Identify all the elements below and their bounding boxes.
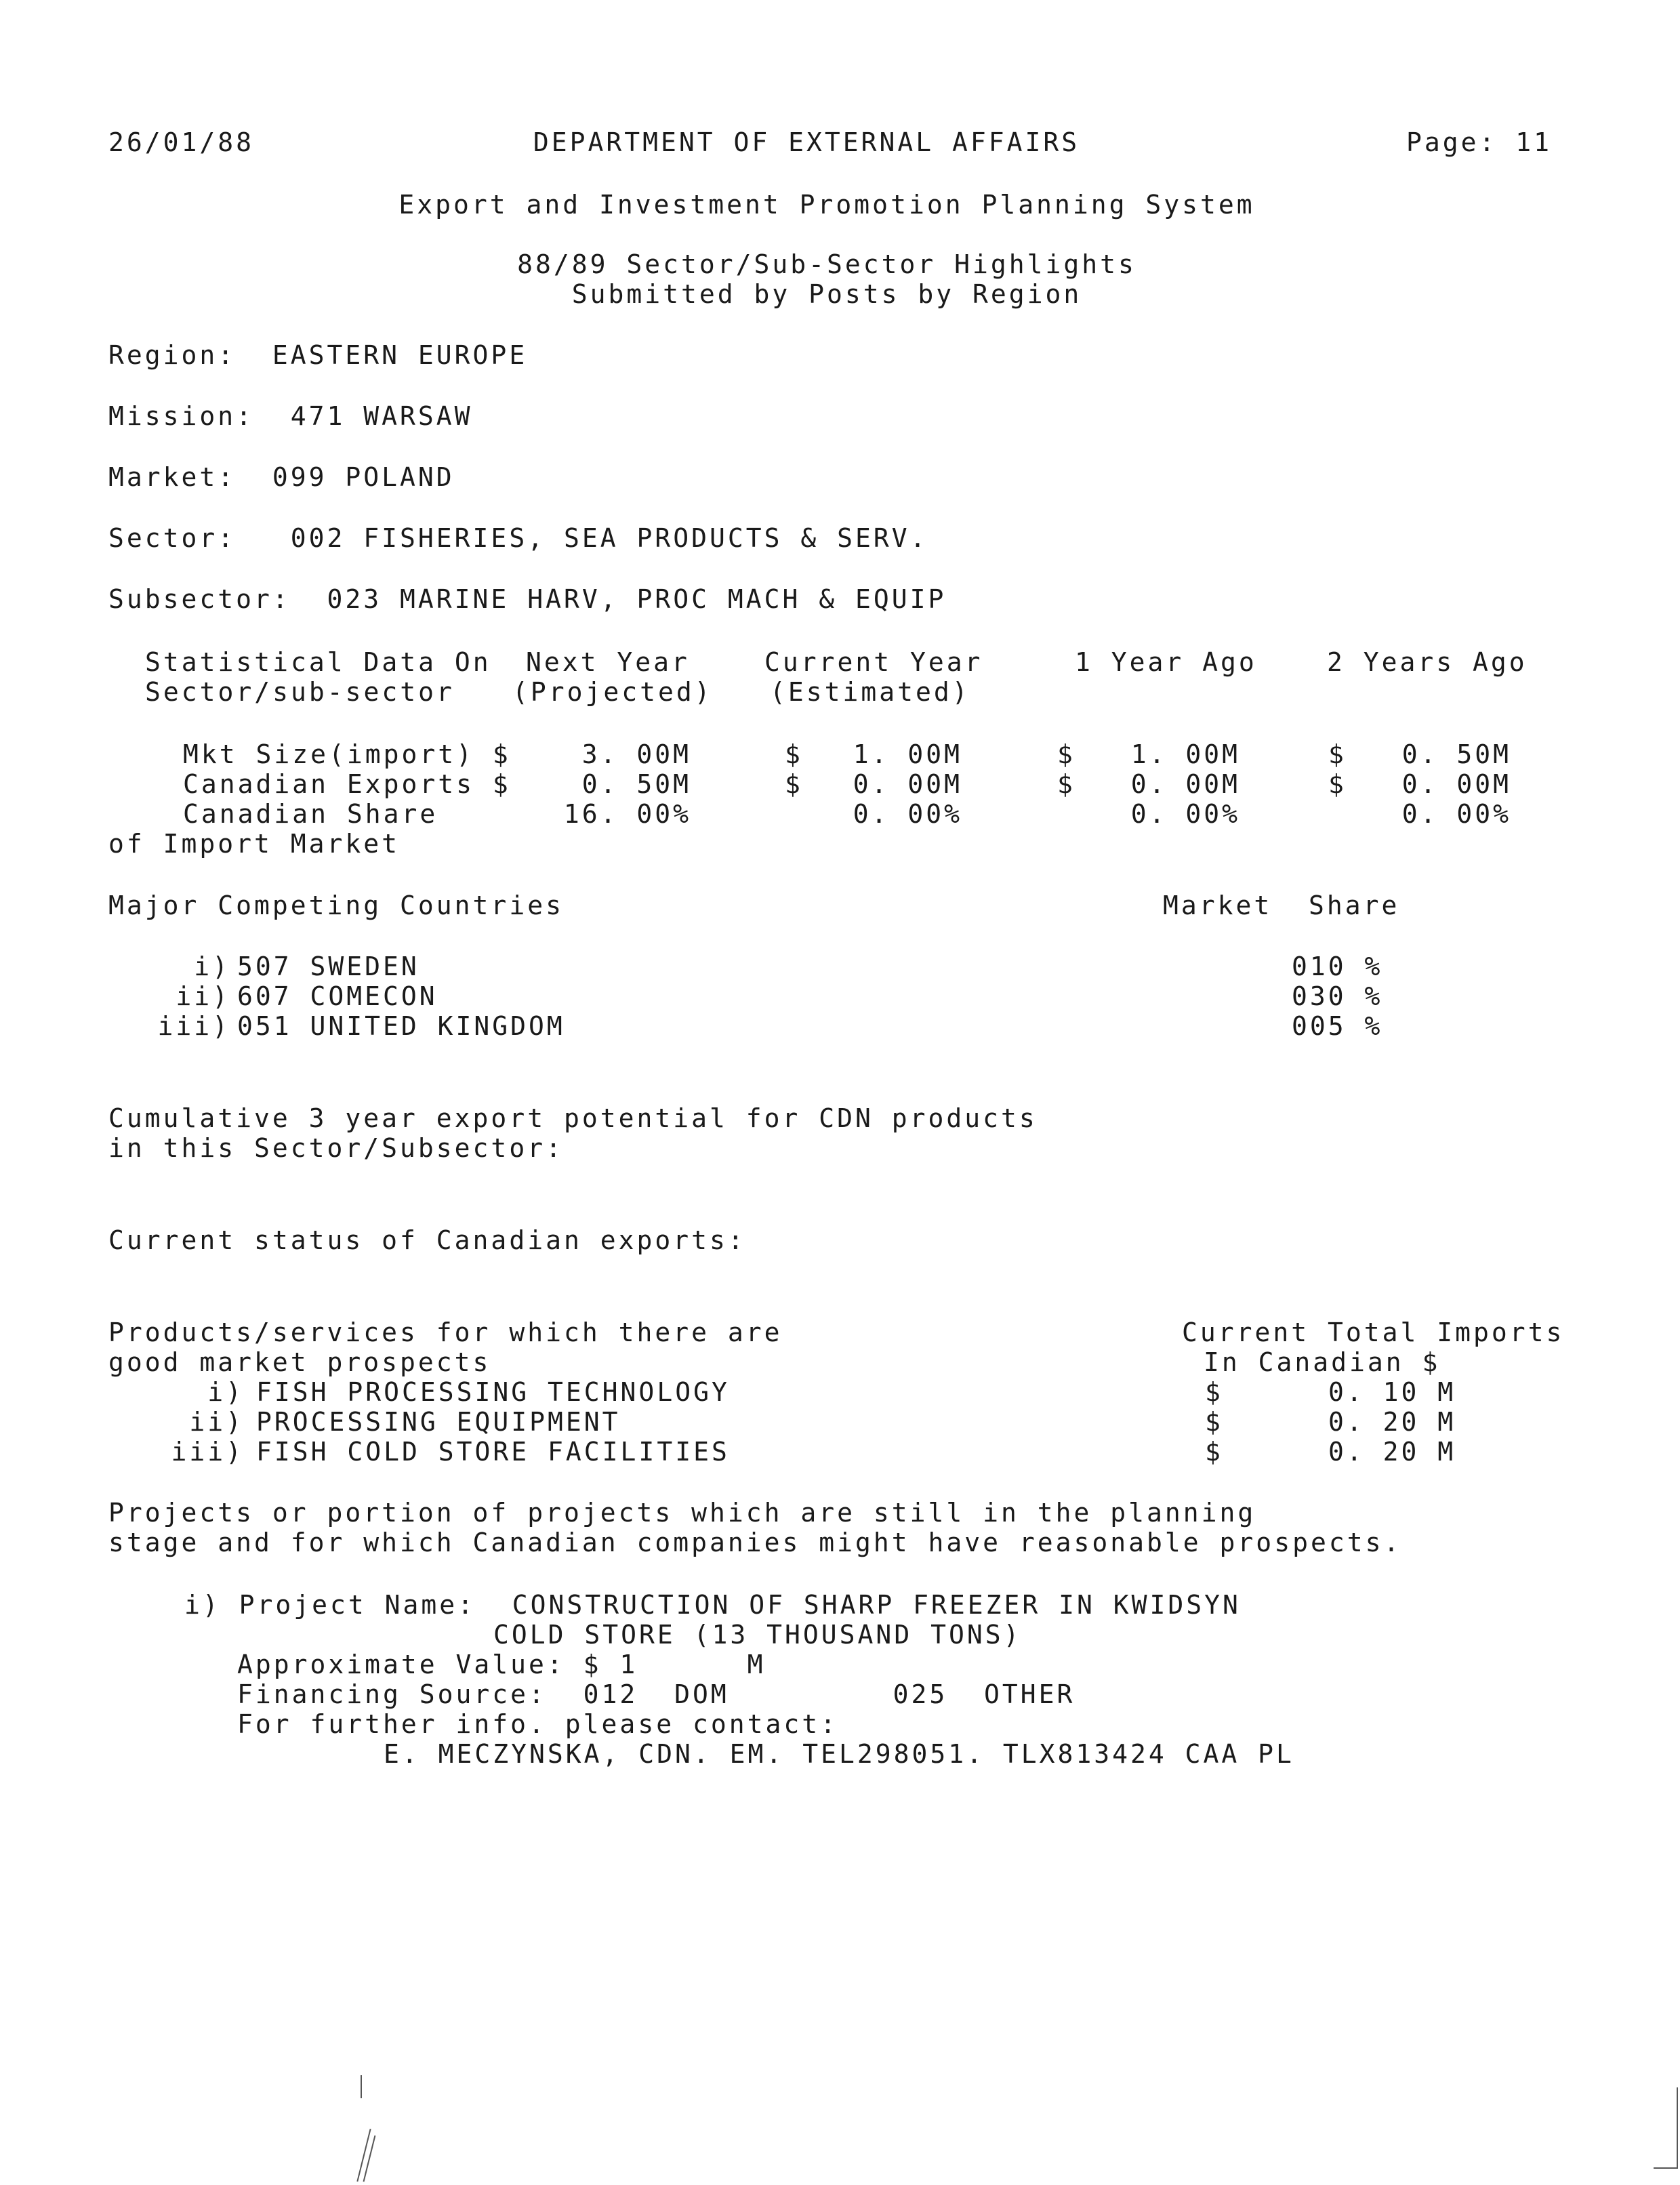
stats-value-1-year-ago: 1. 00M bbox=[1130, 739, 1240, 769]
stats-value-1-year-ago: 0. 00M bbox=[1130, 769, 1240, 799]
currency-symbol: $ bbox=[1057, 739, 1075, 769]
currency-symbol: $ bbox=[785, 769, 803, 799]
scan-mark bbox=[1677, 2087, 1678, 2169]
page-number: Page: 11 bbox=[1406, 127, 1552, 157]
system-title: Export and Investment Promotion Planning System bbox=[398, 190, 1255, 220]
stats-row-label: Canadian Share bbox=[183, 799, 438, 829]
current-status-label: Current status of Canadian exports: bbox=[108, 1225, 746, 1255]
product-import-value: 0. 20 M bbox=[1328, 1407, 1456, 1437]
stats-value-next: 0. 50M bbox=[581, 769, 691, 799]
competitor-name: 051 UNITED KINGDOM bbox=[237, 1011, 565, 1041]
project-financing: Financing Source: 012 DOM 025 OTHER bbox=[237, 1679, 1075, 1709]
projects-intro: Projects or portion of projects which are still in the planning bbox=[108, 1498, 1256, 1528]
products-heading: Products/services for which there are bbox=[108, 1318, 783, 1347]
stats-value-current: 0. 00% bbox=[853, 799, 962, 829]
competitor-roman: i) bbox=[194, 952, 230, 981]
currency-symbol: $ bbox=[1328, 739, 1347, 769]
currency-symbol: $ bbox=[1205, 1407, 1223, 1437]
stats-header-label: Statistical Data On bbox=[145, 647, 491, 677]
product-import-value: 0. 20 M bbox=[1328, 1437, 1456, 1467]
stats-header-current-year: (Estimated) bbox=[770, 677, 970, 707]
stats-value-2-years-ago: 0. 00M bbox=[1401, 769, 1511, 799]
sector-field: Sector: 002 FISHERIES, SEA PRODUCTS & SERV. bbox=[108, 523, 928, 553]
stats-value-2-years-ago: 0. 50M bbox=[1401, 739, 1511, 769]
stats-header-2-years-ago: 2 Years Ago bbox=[1327, 647, 1528, 677]
projects-intro: stage and for which Canadian companies might have reasonable prospects. bbox=[108, 1528, 1402, 1557]
product-roman: i) bbox=[207, 1377, 244, 1407]
stats-header-next-year: (Projected) bbox=[512, 677, 713, 707]
project-value: Approximate Value: $ 1 M bbox=[237, 1650, 766, 1679]
market-share-heading: Market Share bbox=[1163, 891, 1400, 920]
currency-symbol: $ bbox=[1328, 769, 1347, 799]
stats-value-current: 0. 00M bbox=[853, 769, 962, 799]
subsector-field: Subsector: 023 MARINE HARV, PROC MACH & EQUIP bbox=[108, 584, 947, 614]
export-potential-label: Cumulative 3 year export potential for CDN products bbox=[108, 1103, 1038, 1133]
region-field: Region: EASTERN EUROPE bbox=[108, 340, 528, 370]
stats-value-current: 1. 00M bbox=[853, 739, 962, 769]
stats-share-suffix: of Import Market bbox=[108, 829, 401, 859]
report-date: 26/01/88 bbox=[108, 127, 255, 157]
imports-heading: In Canadian $ bbox=[1204, 1347, 1441, 1377]
project-contact: E. MECZYNSKA, CDN. EM. TEL298051. TLX813424 CAA PL bbox=[384, 1739, 1294, 1769]
product-import-value: 0. 10 M bbox=[1328, 1377, 1456, 1407]
stats-row-label: Canadian Exports $ bbox=[183, 769, 511, 799]
project-contact-label: For further info. please contact: bbox=[237, 1709, 838, 1739]
currency-symbol: $ bbox=[1057, 769, 1075, 799]
market-field: Market: 099 POLAND bbox=[108, 462, 455, 492]
stats-header-next-year: Next Year bbox=[526, 647, 690, 677]
stats-value-next: 16. 00% bbox=[563, 799, 691, 829]
product-roman: iii) bbox=[171, 1437, 244, 1467]
scan-mark bbox=[361, 2075, 362, 2098]
currency-symbol: $ bbox=[785, 739, 803, 769]
export-potential-label: in this Sector/Subsector: bbox=[108, 1133, 564, 1163]
stats-value-next: 3. 00M bbox=[581, 739, 691, 769]
product-name: FISH PROCESSING TECHNOLOGY bbox=[256, 1377, 730, 1407]
report-title: 88/89 Sector/Sub-Sector Highlights bbox=[517, 249, 1136, 279]
imports-heading: Current Total Imports bbox=[1182, 1318, 1565, 1347]
currency-symbol: $ bbox=[1205, 1437, 1223, 1467]
competitor-name: 607 COMECON bbox=[237, 981, 438, 1011]
currency-symbol: $ bbox=[1205, 1377, 1223, 1407]
products-heading: good market prospects bbox=[108, 1347, 491, 1377]
competitor-name: 507 SWEDEN bbox=[237, 952, 419, 981]
competitor-share: 030 % bbox=[1292, 981, 1383, 1011]
product-name: FISH COLD STORE FACILITIES bbox=[256, 1437, 730, 1467]
project-name-continued: COLD STORE (13 THOUSAND TONS) bbox=[493, 1620, 1022, 1650]
competitors-heading: Major Competing Countries bbox=[108, 891, 564, 920]
stats-header-current-year: Current Year bbox=[764, 647, 983, 677]
competitor-roman: ii) bbox=[176, 981, 230, 1011]
scan-mark bbox=[363, 2136, 376, 2182]
stats-header-label: Sector/sub-sector bbox=[145, 677, 455, 707]
competitor-roman: iii) bbox=[157, 1011, 230, 1041]
mission-field: Mission: 471 WARSAW bbox=[108, 401, 473, 431]
competitor-share: 005 % bbox=[1292, 1011, 1383, 1041]
project-name: i) Project Name: CONSTRUCTION OF SHARP FREEZER IN KWIDSYN bbox=[184, 1590, 1241, 1620]
stats-row-label: Mkt Size(import) $ bbox=[183, 739, 511, 769]
competitor-share: 010 % bbox=[1292, 952, 1383, 981]
stats-header-1-year-ago: 1 Year Ago bbox=[1075, 647, 1257, 677]
product-roman: ii) bbox=[189, 1407, 244, 1437]
report-subtitle: Submitted by Posts by Region bbox=[571, 279, 1082, 309]
product-name: PROCESSING EQUIPMENT bbox=[256, 1407, 621, 1437]
stats-value-2-years-ago: 0. 00% bbox=[1401, 799, 1511, 829]
department-title: DEPARTMENT OF EXTERNAL AFFAIRS bbox=[533, 127, 1080, 157]
stats-value-1-year-ago: 0. 00% bbox=[1130, 799, 1240, 829]
scan-mark bbox=[1654, 2167, 1678, 2169]
